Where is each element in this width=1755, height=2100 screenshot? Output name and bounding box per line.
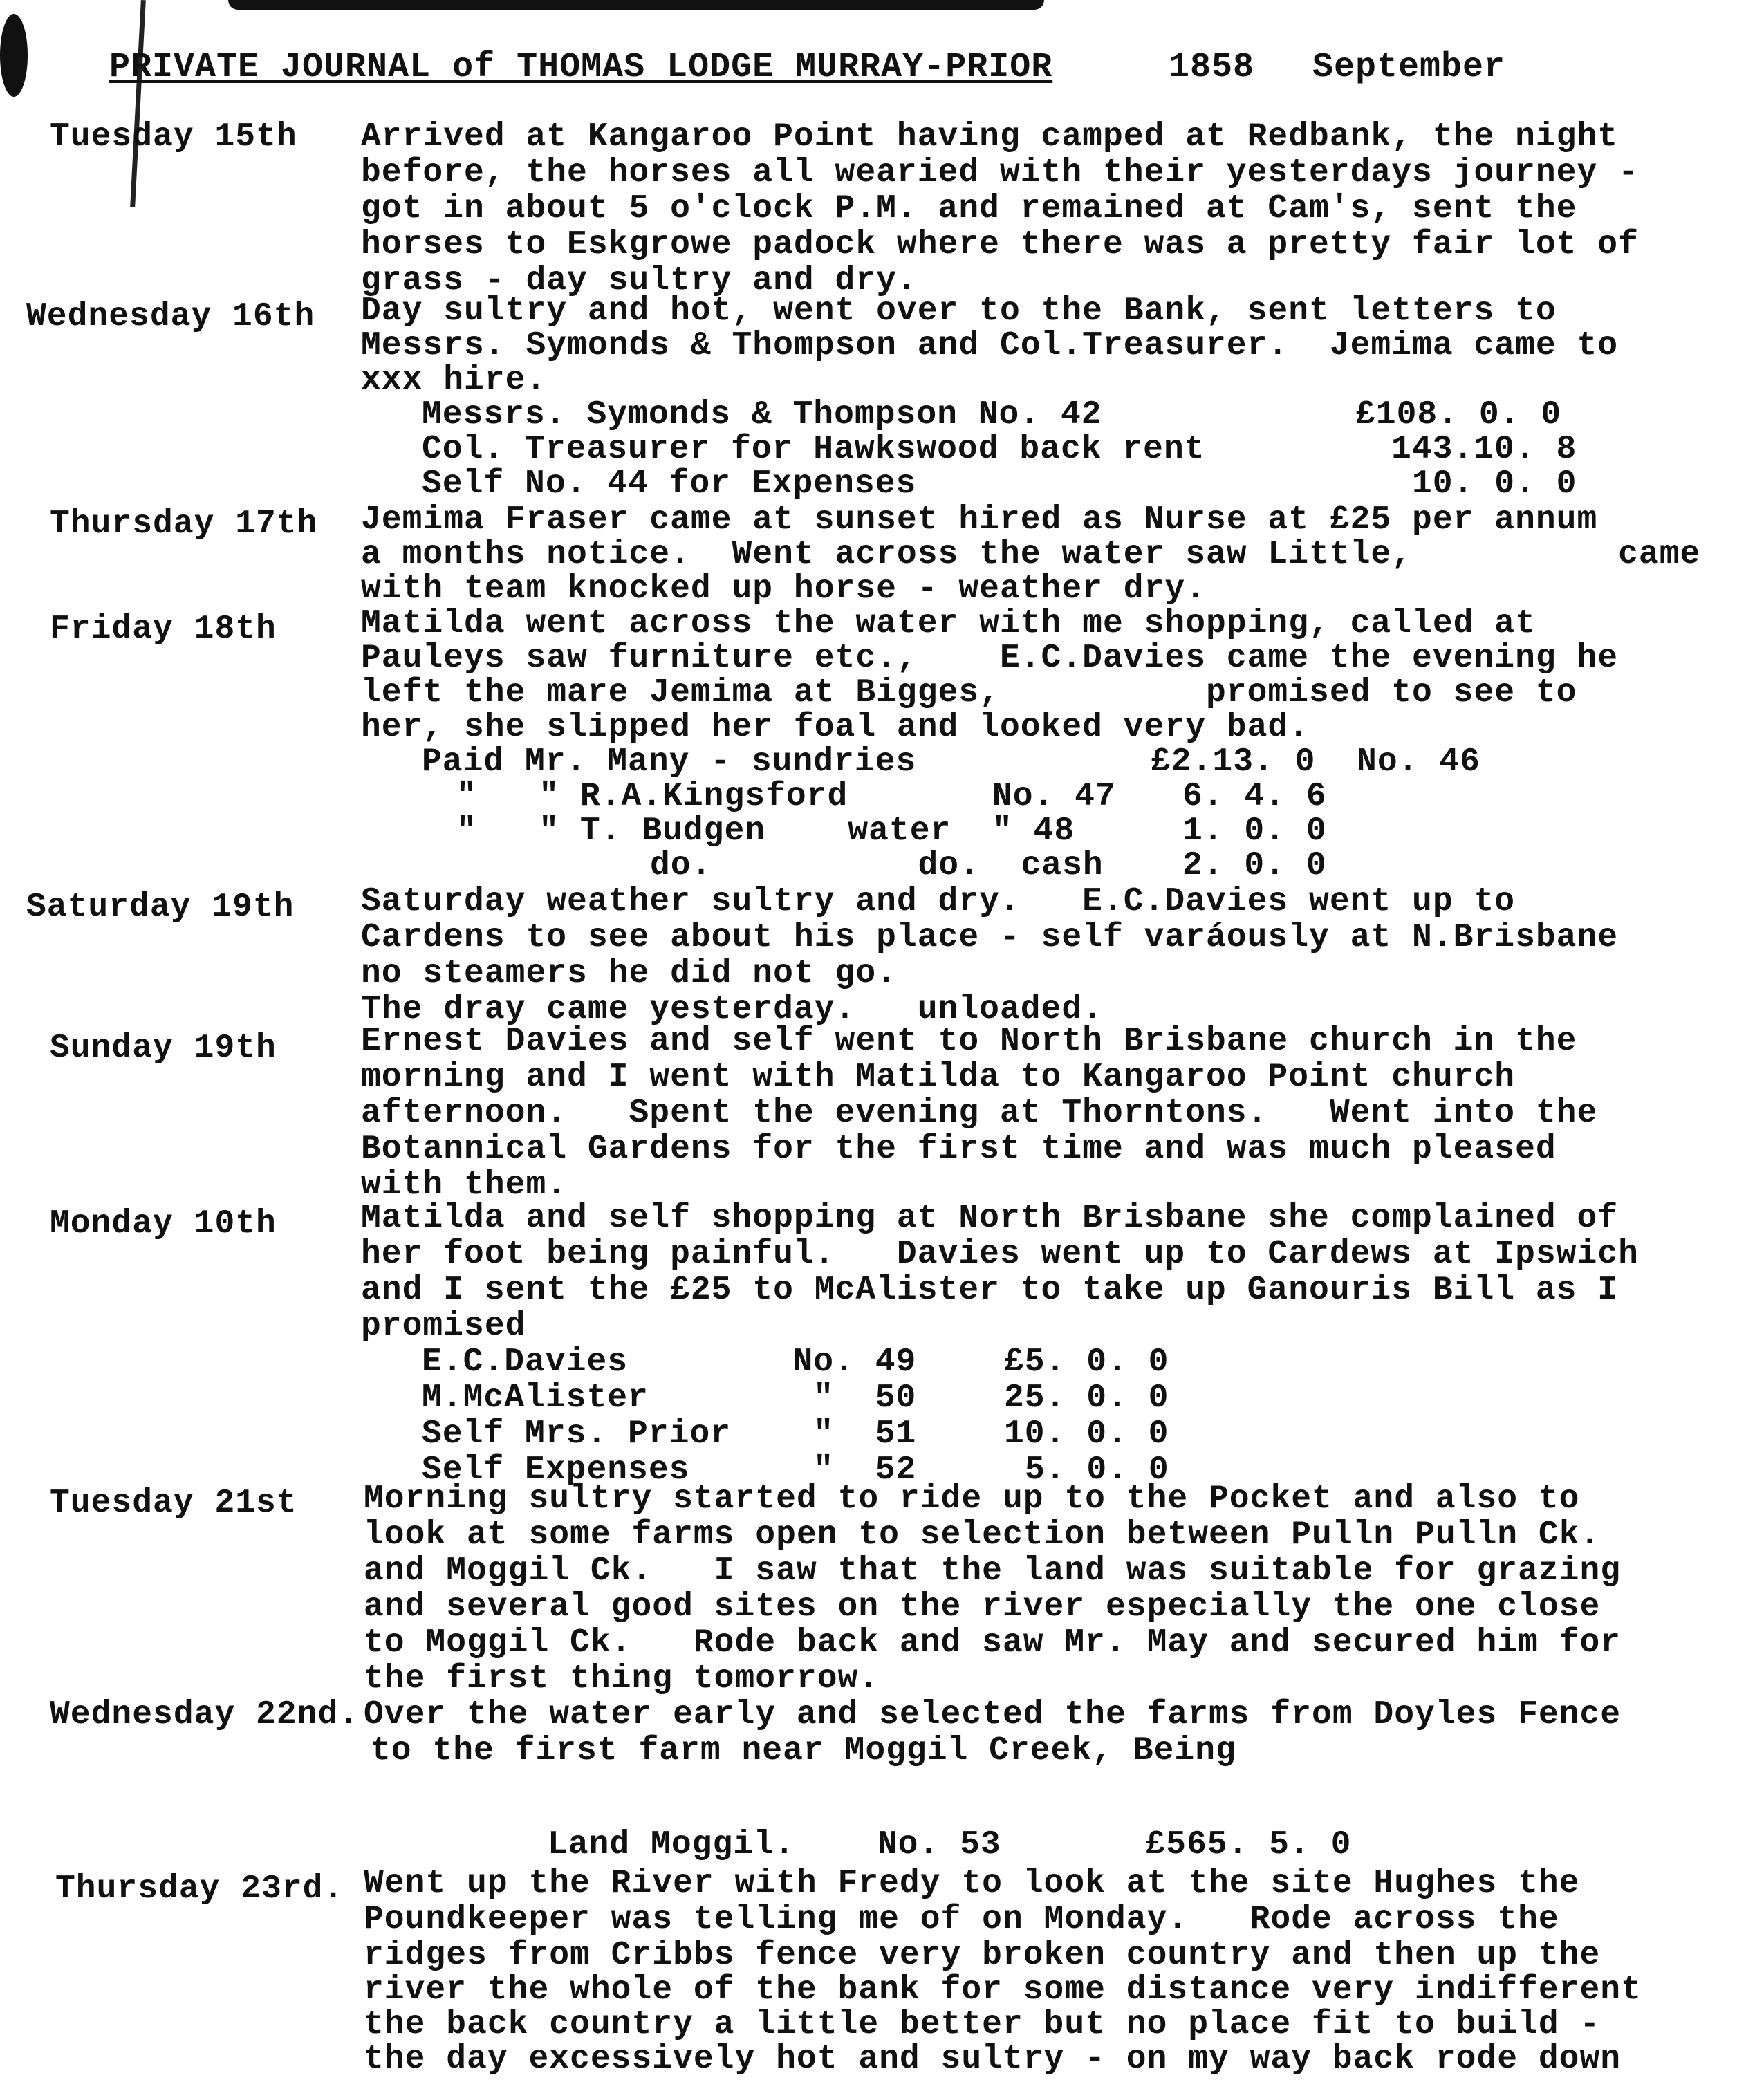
payment-desc: M.McAlister " 50 <box>422 1379 917 1417</box>
entry-line: The dray came yesterday. unloaded. <box>361 991 1103 1028</box>
entry-line: and Moggil Ck. I saw that the land was suitable for grazing <box>364 1552 1622 1590</box>
payment-desc: Self Mrs. Prior " 51 <box>422 1415 917 1453</box>
entry-line: a months notice. Went across the water saw Little, came <box>361 536 1701 573</box>
entry-line: river the whole of the bank for some distance very indifferent <box>364 1971 1642 2009</box>
entry-line: Saturday weather sultry and dry. E.C.Davies went up to <box>361 883 1516 920</box>
entry-line: horses to Eskgrowe padock where there was a pretty fair lot of <box>361 226 1639 263</box>
entry-line: Arrived at Kangaroo Point having camped at Redbank, the night <box>361 118 1619 156</box>
entry-line: Ernest Davies and self went to North Brisbane church in the <box>361 1023 1577 1060</box>
entry-line: the back country a little better but no place fit to build - <box>364 2006 1601 2043</box>
entry-line: and I sent the £25 to McAlister to take up Ganouris Bill as I <box>361 1272 1619 1309</box>
ink-blot <box>0 14 28 97</box>
payment-desc: Col. Treasurer for Hawkswood back rent <box>422 431 1205 468</box>
entry-line: got in about 5 o'clock P.M. and remained at Cam's, sent the <box>361 190 1577 227</box>
payment-desc: Self No. 44 for Expenses <box>422 465 917 503</box>
payment-desc: E.C.Davies No. 49 <box>422 1344 917 1381</box>
journal-year: 1858 <box>1169 48 1255 87</box>
payment-amount: £2.13. 0 No. 46 <box>1151 743 1480 781</box>
entry-line: to the first farm near Moggil Creek, Being <box>371 1732 1236 1769</box>
entry-line: Messrs. Symonds & Thompson and Col.Treasurer. Jemima came to <box>361 327 1619 364</box>
payment-desc: Self Expenses " 52 <box>422 1451 917 1489</box>
entry-line: with them. <box>361 1167 568 1204</box>
land-line: Land Moggil. No. 53 £565. 5. 0 <box>548 1826 1352 1864</box>
entry-line: promised <box>361 1308 526 1345</box>
journal-month: September <box>1312 48 1506 87</box>
entry-line: her, she slipped her foal and looked very bad. <box>361 709 1310 746</box>
payment-amount: 10. 0. 0 <box>1004 1415 1169 1453</box>
payment-amount: 2. 0. 0 <box>1182 847 1327 884</box>
entry-line: grass - day sultry and dry. <box>361 262 918 299</box>
entry-line: Went up the River with Fredy to look at the site Hughes the <box>364 1865 1580 1902</box>
entry-date: Tuesday 21st <box>50 1485 297 1522</box>
entry-line: ridges from Cribbs fence very broken country and then up the <box>364 1937 1601 1974</box>
entry-line: to Moggil Ck. Rode back and saw Mr. May and secured him for <box>364 1624 1622 1662</box>
entry-line: xxx hire. <box>361 362 547 399</box>
entry-line: and several good sites on the river especially the one close <box>364 1588 1601 1626</box>
entry-line: her foot being painful. Davies went up to Cardews at Ipswich <box>361 1236 1639 1273</box>
entry-line: the day excessively hot and sultry - on my way back rode down <box>364 2041 1622 2078</box>
entry-line: Day sultry and hot, went over to the Bank, sent letters to <box>361 292 1557 330</box>
entry-line: Poundkeeper was telling me of on Monday. Rode across the <box>364 1901 1559 1938</box>
payment-desc: do. do. cash <box>650 847 1104 884</box>
entry-line: morning and I went with Matilda to Kangaroo Point church <box>361 1059 1516 1096</box>
payment-amount: 25. 0. 0 <box>1004 1379 1169 1417</box>
entry-date: Wednesday 22nd. <box>50 1696 360 1734</box>
entry-date: Friday 18th <box>50 611 277 648</box>
payment-amount: £5. 0. 0 <box>1004 1344 1169 1381</box>
entry-date: Saturday 19th <box>26 889 295 926</box>
ink-stroke <box>130 0 146 207</box>
payment-desc: " " T. Budgen water " 48 <box>456 812 1075 850</box>
payment-amount: 5. 0. 0 <box>1025 1451 1169 1489</box>
payment-desc: " " R.A.Kingsford No. 47 <box>456 778 1116 815</box>
entry-line: Morning sultry started to ride up to the Pocket and also to <box>364 1480 1580 1518</box>
entry-line: Over the water early and selected the farms from Doyles Fence <box>364 1696 1622 1734</box>
entry-line: Matilda went across the water with me shopping, called at <box>361 605 1536 642</box>
ink-smudge <box>228 0 1044 10</box>
entry-line: before, the horses all wearied with their yesterdays journey - <box>361 154 1639 192</box>
entry-line: Matilda and self shopping at North Brisbane she complained of <box>361 1200 1619 1237</box>
journal-title: PRIVATE JOURNAL of THOMAS LODGE MURRAY-PRIOR <box>109 48 1053 87</box>
payment-amount: £108. 0. 0 <box>1355 396 1562 434</box>
payment-amount: 143.10. 8 <box>1391 431 1577 468</box>
entry-date: Thursday 23rd. <box>55 1870 344 1908</box>
entry-line: the first thing tomorrow. <box>364 1660 880 1698</box>
entry-line: Botannical Gardens for the first time and was much pleased <box>361 1131 1557 1168</box>
payment-amount: 6. 4. 6 <box>1182 778 1327 815</box>
entry-line: afternoon. Spent the evening at Thorntons. Went into the <box>361 1095 1598 1132</box>
entry-line: with team knocked up horse - weather dry. <box>361 570 1206 608</box>
entry-date: Thursday 17th <box>50 505 318 543</box>
entry-date: Monday 10th <box>50 1205 277 1243</box>
payment-desc: Messrs. Symonds & Thompson No. 42 <box>422 396 1102 434</box>
entry-line: Jemima Fraser came at sunset hired as Nurse at £25 per annum <box>361 501 1598 539</box>
entry-line: Pauleys saw furniture etc., E.C.Davies came the evening he <box>361 640 1619 677</box>
entry-date: Wednesday 16th <box>26 298 315 335</box>
entry-date: Sunday 19th <box>50 1030 277 1067</box>
payment-desc: Paid Mr. Many - sundries <box>422 743 917 781</box>
entry-line: left the mare Jemima at Bigges, promised to see to <box>361 674 1577 712</box>
payment-amount: 10. 0. 0 <box>1412 465 1577 503</box>
entry-line: look at some farms open to selection between Pulln Pulln Ck. <box>364 1516 1601 1554</box>
entry-date: Tuesday 15th <box>50 118 297 156</box>
entry-line: Cardens to see about his place - self varáously at N.Brisbane <box>361 919 1619 956</box>
payment-amount: 1. 0. 0 <box>1182 812 1327 850</box>
entry-line: no steamers he did not go. <box>361 955 897 992</box>
